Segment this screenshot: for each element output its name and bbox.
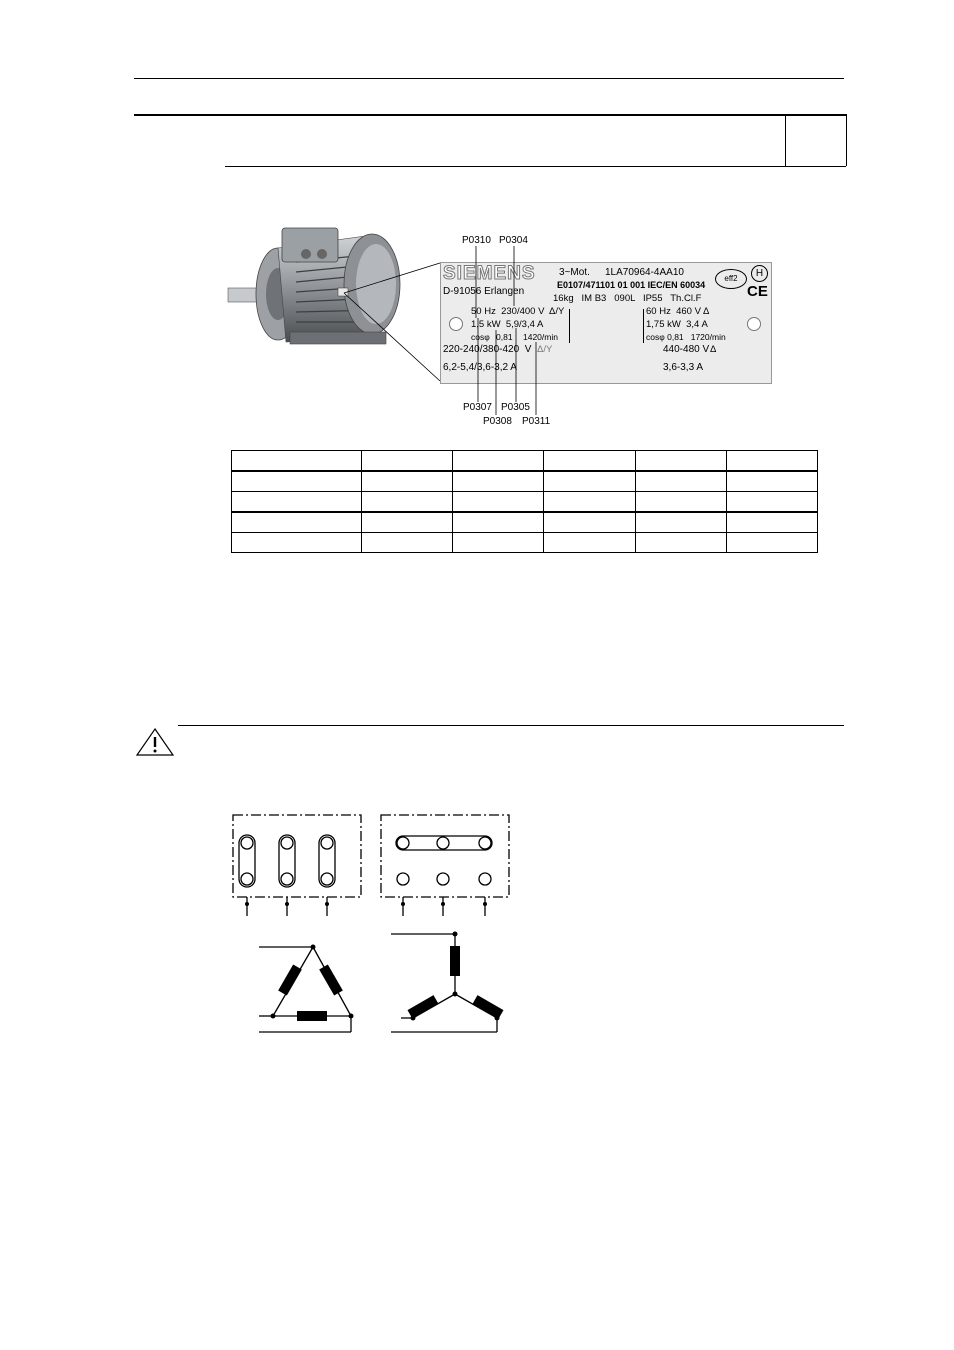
warning-triangle-icon (135, 727, 175, 757)
table-cell (362, 512, 453, 533)
table-cell (362, 492, 453, 513)
table-cell (544, 471, 635, 492)
plate-row1-left-conn: Δ/Y (549, 306, 565, 317)
plate-row1-right-conn: Δ (703, 306, 710, 317)
plate-order-number: 1LA70964-4AA10 (605, 267, 684, 278)
ce-mark: CE (747, 283, 768, 300)
table-cell (726, 512, 817, 533)
table-cell (362, 471, 453, 492)
plate-location: D-91056 Erlangen (443, 286, 525, 297)
plate-row1-left: 50 Hz 230/400 V (471, 306, 545, 317)
table-cell (544, 451, 635, 472)
callout-p0308: P0308 (483, 416, 512, 427)
table-cell (362, 451, 453, 472)
h-mark-label: H (755, 268, 764, 279)
table-cell (635, 471, 726, 492)
table-cell (544, 512, 635, 533)
table-cell (544, 492, 635, 513)
table-cell (453, 492, 544, 513)
table-cell (726, 451, 817, 472)
table-row (232, 492, 818, 513)
plate-row4-right: 440-480 V (663, 344, 710, 355)
callout-p0311: P0311 (522, 416, 551, 427)
table-cell (362, 533, 453, 553)
table-cell (232, 512, 362, 533)
terminal-connection-diagrams (225, 808, 525, 1043)
table-cell (453, 533, 544, 553)
table-cell (726, 492, 817, 513)
plate-row2-right: 1,75 kW 3,4 A (646, 319, 708, 330)
table-cell (232, 533, 362, 553)
table-cell (453, 512, 544, 533)
table-row (232, 533, 818, 553)
table-cell (635, 533, 726, 553)
table-cell (232, 471, 362, 492)
table-cell (453, 451, 544, 472)
table-cell (635, 451, 726, 472)
plate-brand: SIEMENS (443, 263, 536, 284)
plate-row5-left: 6,2-5,4/3,6-3,2 A (443, 362, 517, 373)
plate-row4-right-conn: Δ (710, 344, 717, 355)
eff-mark-label: eff2 (724, 274, 738, 283)
plate-row3-left-pf: 0,81 (496, 332, 513, 342)
plate-row4-left-conn: Δ/Y (537, 344, 553, 355)
plate-row3-right: cosφ 0,81 1720/min (646, 332, 726, 342)
callout-p0304: P0304 (499, 235, 528, 246)
plate-row1-right: 60 Hz 460 V (646, 306, 701, 317)
plate-row2-left: 1,5 kW 5,9/3,4 A (471, 319, 544, 330)
table-cell (635, 512, 726, 533)
table-row (232, 471, 818, 492)
table-row (232, 512, 818, 533)
callout-p0307: P0307 (463, 402, 492, 413)
table-cell (726, 471, 817, 492)
plate-row4-left: 220-240/380-420 V (443, 344, 532, 355)
table-cell (232, 451, 362, 472)
callout-p0305: P0305 (501, 402, 530, 413)
plate-row3-left-speed: 1420/min (523, 332, 558, 342)
plate-row3-left-label: cosφ (471, 332, 490, 342)
parameter-table (231, 450, 818, 553)
plate-certification: E0107/471101 01 001 IEC/EN 60034 (557, 280, 706, 290)
plate-specs: 16kg IM B3 090L IP55 Th.Cl.F (553, 293, 702, 304)
plate-row5-right: 3,6-3,3 A (663, 362, 704, 373)
callout-leader-lines (0, 0, 954, 430)
plate-motor-type: 3~Mot. (559, 267, 590, 278)
table-cell (635, 492, 726, 513)
table-cell (544, 533, 635, 553)
callout-p0310: P0310 (462, 235, 491, 246)
warning-rule (178, 725, 844, 726)
table-cell (232, 492, 362, 513)
table-cell (453, 471, 544, 492)
table-cell (726, 533, 817, 553)
table-row (232, 451, 818, 472)
